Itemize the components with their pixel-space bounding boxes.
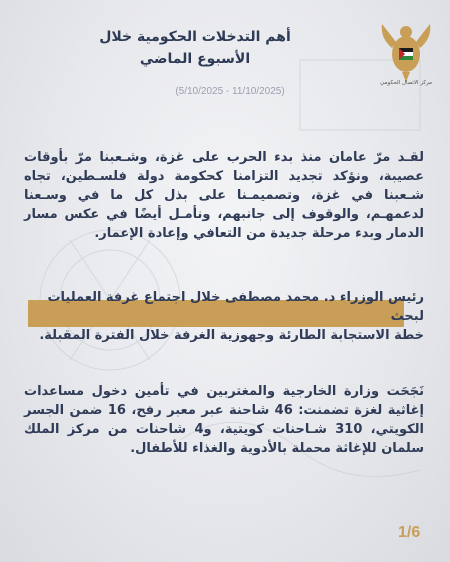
highlight-statement xyxy=(24,288,424,345)
paragraph-intro: لقـد مرّ عامان منذ بدء الحرب على غزة، وشـعبنا مرّ بأوقات عصيبة، ونؤكد تجديد التزامنا كحكومة دولة فلسـطين، تجاه شـعبنا في غزة، وتصميمـنا على بذل كل ما في وسـعنا لدعمهـم، والوقوف إلى جانبهم، ونأمـل أيضًا في عكس مسار الدمار وبدء مرحلة جديدة من التعافي وإعادة الإعمار. xyxy=(24,150,424,241)
emblem-caption: مركز الاتصال الحكومي xyxy=(380,80,432,86)
page-title xyxy=(75,26,315,70)
title-line-1: أهم التدخلات الحكومية خلال xyxy=(99,29,291,45)
paragraph-aid: نَجَحَت وزارة الخارجية والمغتربين في تأمين دخول مساعدات إغاثية لغزة تضمنت: 46 شاحنة عبر معبر رفح، 16 ضمن الجسر الكويتي، 310 شـاحنات كويتية، و4 شاحنات من مركز الملك سلمان للإغاثة محملة بالأدوية والغذاء للأطفال. xyxy=(24,384,424,456)
highlight-line-2: خطة الاستجابة الطارئة وجهوزية الغرفة خلال الفترة المقبلة. xyxy=(39,328,424,343)
date-range: (5/10/2025 - 11/10/2025) xyxy=(175,86,285,97)
highlight-line-1: رئيس الوزراء د. محمد مصطفى خلال اجتماع غرفة العمليات لبحث xyxy=(47,290,424,324)
title-line-2: الأسبوع الماضي xyxy=(139,51,251,67)
page-indicator: 1/6 xyxy=(398,524,421,541)
